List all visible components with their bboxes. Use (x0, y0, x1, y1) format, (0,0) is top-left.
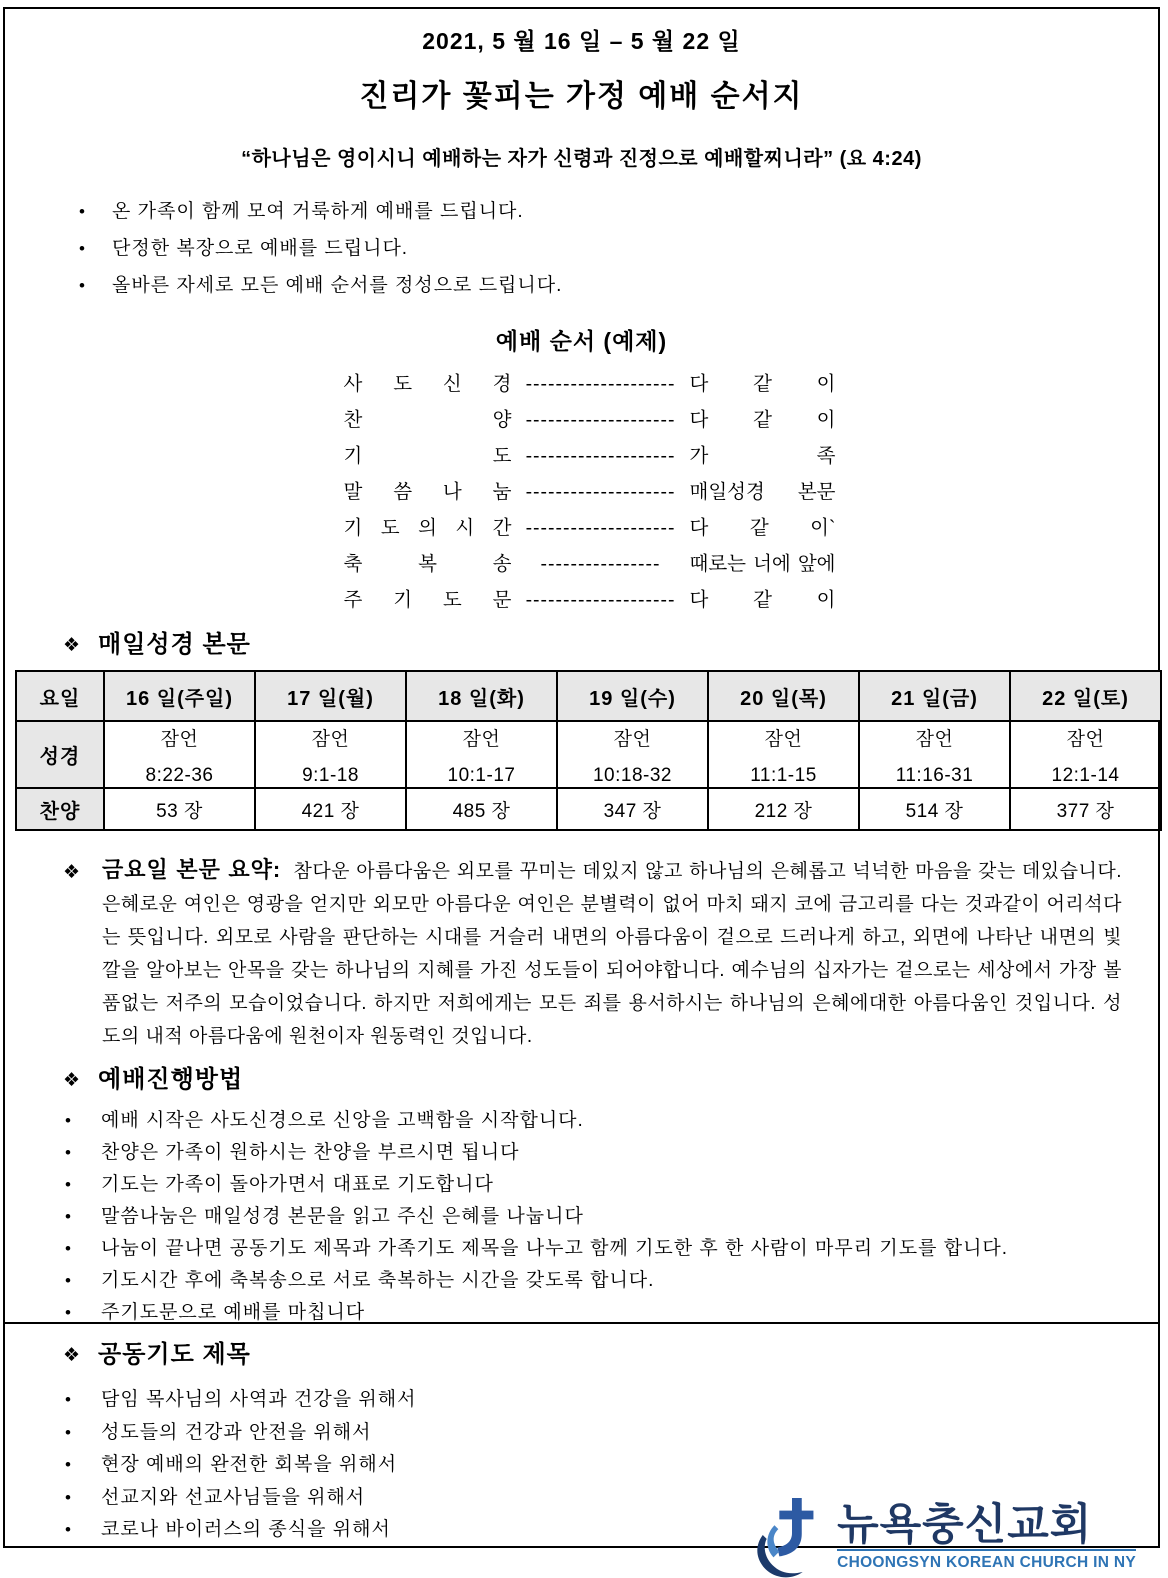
list-item-text: 현장 예배의 완전한 회복을 위해서 (101, 1454, 398, 1475)
diamond-marker-icon: ❖ (63, 862, 81, 883)
cross-wave-icon (751, 1496, 833, 1572)
list-item-text: 말씀나눔은 매일성경 본문을 읽고 주신 은혜를 나눕니다 (101, 1206, 584, 1227)
table-cell: 347 장 (557, 788, 708, 830)
bible-verse: 11:1-15 (750, 765, 817, 786)
list-item-text: 담임 목사님의 사역과 건강을 위해서 (101, 1389, 417, 1410)
friday-summary-heading: 금요일 본문 요약: (102, 857, 282, 882)
bible-book: 잠언 (311, 729, 350, 750)
table-header-cell: 18 일(화) (406, 671, 557, 721)
worship-order-item (344, 402, 836, 438)
bullet-icon: • (65, 1520, 72, 1539)
bullet-icon: • (65, 1271, 72, 1290)
bullet-icon: • (65, 1143, 72, 1162)
list-item (79, 193, 1158, 230)
list-item-text: 기도는 가족이 돌아가면서 대표로 기도합니다 (101, 1174, 494, 1195)
row-label: 성경 (16, 721, 104, 788)
worship-order-item (344, 510, 836, 546)
worship-order-title: 예배 순서 (예제) (495, 328, 668, 354)
bible-book: 잠언 (613, 729, 652, 750)
list-item-text: 주기도문으로 예배를 마칩니다 (101, 1302, 366, 1323)
bullet-icon: • (79, 202, 86, 221)
order-item-label: 찬 양 (343, 409, 512, 431)
table-cell: 421 장 (255, 788, 406, 830)
bible-verse: 8:22-36 (145, 765, 214, 786)
daily-bible-heading (63, 630, 1158, 662)
order-item-value: 매일성경 본문 (689, 481, 836, 503)
bible-book: 잠언 (764, 729, 803, 750)
verse-quote: “하나님은 영이시니 예배하는 자가 신령과 진정으로 예배할찌니라” (요 4:24) (241, 148, 922, 170)
table-header-cell: 16 일(주일) (104, 671, 255, 721)
list-item (65, 1233, 1158, 1265)
table-row (16, 721, 1161, 788)
list-item (65, 1137, 1158, 1169)
page-border (3, 7, 1160, 1571)
bible-verse: 10:18-32 (592, 765, 672, 786)
section-heading-text: 예배진행방법 (98, 1066, 244, 1093)
table-cell (104, 721, 255, 788)
order-item-label: 기 도 (343, 445, 512, 467)
list-item (79, 267, 1158, 304)
dash-leader: -------------------- (525, 373, 676, 395)
order-item-label: 말 씀 나 눔 (343, 481, 512, 503)
bible-verse: 10:1-17 (447, 765, 516, 786)
table-header-row (16, 671, 1161, 721)
row-label: 찬양 (16, 788, 104, 830)
friday-summary (5, 853, 1158, 1053)
list-item-text: 기도시간 후에 축복송으로 서로 축복하는 시간을 갖도록 합니다. (101, 1270, 655, 1291)
bullet-icon: • (79, 276, 86, 295)
list-item (65, 1169, 1158, 1201)
section-heading-text: 매일성경 본문 (98, 631, 251, 658)
list-item (65, 1417, 1158, 1450)
bullet-icon: • (65, 1455, 72, 1474)
dash-leader: -------------------- (525, 517, 676, 539)
order-item-value: 다 같 이 (689, 409, 836, 431)
list-item-text: 성도들의 건강과 안전을 위해서 (101, 1421, 372, 1443)
diamond-marker-icon: ❖ (63, 1070, 82, 1091)
church-name-english: CHOONGSYN KOREAN CHURCH IN NY (837, 1549, 1136, 1572)
order-item-value: 다 같 이 (689, 589, 836, 611)
dash-leader: -------------------- (525, 589, 676, 611)
dash-leader: -------------------- (525, 481, 676, 503)
list-item-text: 예배 시작은 사도신경으로 신앙을 고백함을 시작합니다. (101, 1110, 584, 1131)
diamond-marker-icon: ❖ (63, 1345, 82, 1366)
order-item-value: 다 같 이` (689, 517, 836, 539)
list-item (65, 1297, 1158, 1329)
table-header-cell: 요일 (16, 671, 104, 721)
bible-verse: 9:1-18 (302, 765, 359, 786)
list-item-text: 올바른 자세로 모든 예배 순서를 정성으로 드립니다. (112, 275, 563, 296)
bullet-icon: • (65, 1390, 72, 1409)
table-cell (1010, 721, 1161, 788)
method-list (65, 1105, 1158, 1329)
page-title: 진리가 꽃피는 가정 예배 순서지 (359, 80, 804, 113)
date-range: 2021, 5 월 16 일 – 5 월 22 일 (422, 28, 741, 54)
list-item-text: 단정한 복장으로 예배를 드립니다. (112, 238, 409, 259)
list-item-text: 코로나 바이러스의 종식을 위해서 (101, 1519, 391, 1540)
table-header-cell: 17 일(월) (255, 671, 406, 721)
worship-order-item (344, 582, 836, 618)
bullet-icon: • (65, 1303, 72, 1322)
worship-order-item (344, 366, 836, 402)
church-logo (751, 1496, 1136, 1572)
bible-book: 잠언 (462, 729, 501, 750)
bullet-icon: • (65, 1111, 72, 1130)
bible-book: 잠언 (1066, 729, 1105, 750)
bullet-icon: • (65, 1207, 72, 1226)
church-logo-text (837, 1503, 1136, 1572)
order-item-label: 주 기 도 문 (343, 589, 512, 611)
table-cell: 377 장 (1010, 788, 1161, 830)
bible-book: 잠언 (915, 729, 954, 750)
daily-bible-table (15, 670, 1162, 831)
list-item (65, 1265, 1158, 1297)
common-prayer-heading (63, 1340, 1158, 1372)
list-item (79, 230, 1158, 267)
section-heading-text: 공동기도 제목 (98, 1341, 251, 1368)
friday-summary-text: 참다운 아름다움은 외모를 꾸미는 데있지 않고 하나님의 은혜롭고 넉넉한 마음을 갖는 데있습니다. 은혜로운 여인은 영광을 얻지만 외모만 아름다운 여인은 분별력이 없어 마치 돼지 코에 금고리를 다는 것과같이 어리석다는 뜻입니다. 외모로 사람을 판단하는 시대를 거슬러 내면의 아름다움이 겉으로 드러나게 하고, 외면에 나타난 내면의 빛깔을 알아보는 안목을 갖는 하나님의 지혜를 가진 성도들이 되어야합니다. 예수님의 십자가는 겉으로는 세상에서 가장 볼품없는 저주의 모습이었습니다. 하지만 저희에게는 모든 죄를 용서하시는 하나님의 은혜에대한 아름다움인 것입니다. 성도의 내적 아름다움에 원천이자 원동력인 것입니다. (102, 861, 1122, 1047)
list-item-text: 선교지와 선교사님들을 위해서 (101, 1486, 366, 1508)
intro-list (79, 193, 1158, 304)
table-header-cell: 22 일(토) (1010, 671, 1161, 721)
common-prayer-section (5, 1340, 1158, 1578)
order-item-label: 사 도 신 경 (343, 373, 512, 395)
order-item-value: 때로는 너에 앞에 (689, 553, 836, 575)
dash-leader: ---------------- (540, 553, 661, 575)
table-cell: 485 장 (406, 788, 557, 830)
table-cell (859, 721, 1010, 788)
table-header-cell: 21 일(금) (859, 671, 1010, 721)
method-heading (63, 1065, 1158, 1097)
worship-order-item (344, 474, 836, 510)
worship-order-item (344, 546, 836, 582)
list-item-text: 온 가족이 함께 모여 거룩하게 예배를 드립니다. (112, 201, 524, 222)
dash-leader: -------------------- (525, 445, 676, 467)
church-name-korean: 뉴욕충신교회 (837, 1501, 1093, 1549)
worship-order-item (344, 438, 836, 474)
bible-verse: 12:1-14 (1051, 765, 1120, 786)
table-cell: 514 장 (859, 788, 1010, 830)
list-item (65, 1384, 1158, 1417)
order-item-value: 가 족 (689, 445, 836, 467)
table-header-cell: 19 일(수) (557, 671, 708, 721)
bullet-icon: • (79, 239, 86, 258)
bullet-icon: • (65, 1239, 72, 1258)
list-item (65, 1201, 1158, 1233)
main-section (5, 27, 1158, 1324)
order-item-value: 다 같 이 (689, 373, 836, 395)
order-item-label: 기 도 의 시 간 (343, 517, 512, 539)
table-header-cell: 20 일(목) (708, 671, 859, 721)
table-cell: 212 장 (708, 788, 859, 830)
bullet-icon: • (65, 1175, 72, 1194)
bullet-icon: • (65, 1422, 72, 1442)
worship-order-list (344, 366, 836, 618)
table-cell: 53 장 (104, 788, 255, 830)
list-item-text: 찬양은 가족이 원하시는 찬양을 부르시면 됩니다 (101, 1142, 520, 1163)
list-item (65, 1449, 1158, 1482)
order-item-label: 축 복 송 (343, 553, 512, 575)
table-cell (406, 721, 557, 788)
bullet-icon: • (65, 1487, 72, 1507)
table-cell (557, 721, 708, 788)
list-item-text: 나눔이 끝나면 공동기도 제목과 가족기도 제목을 나누고 함께 기도한 후 한 사람이 마무리 기도를 합니다. (101, 1238, 1009, 1259)
list-item (65, 1105, 1158, 1137)
table-row (16, 788, 1161, 830)
table-cell (708, 721, 859, 788)
bible-book: 잠언 (160, 729, 199, 750)
dash-leader: -------------------- (525, 409, 676, 431)
bible-verse: 11:16-31 (895, 765, 974, 786)
diamond-marker-icon: ❖ (63, 635, 82, 656)
table-cell (255, 721, 406, 788)
